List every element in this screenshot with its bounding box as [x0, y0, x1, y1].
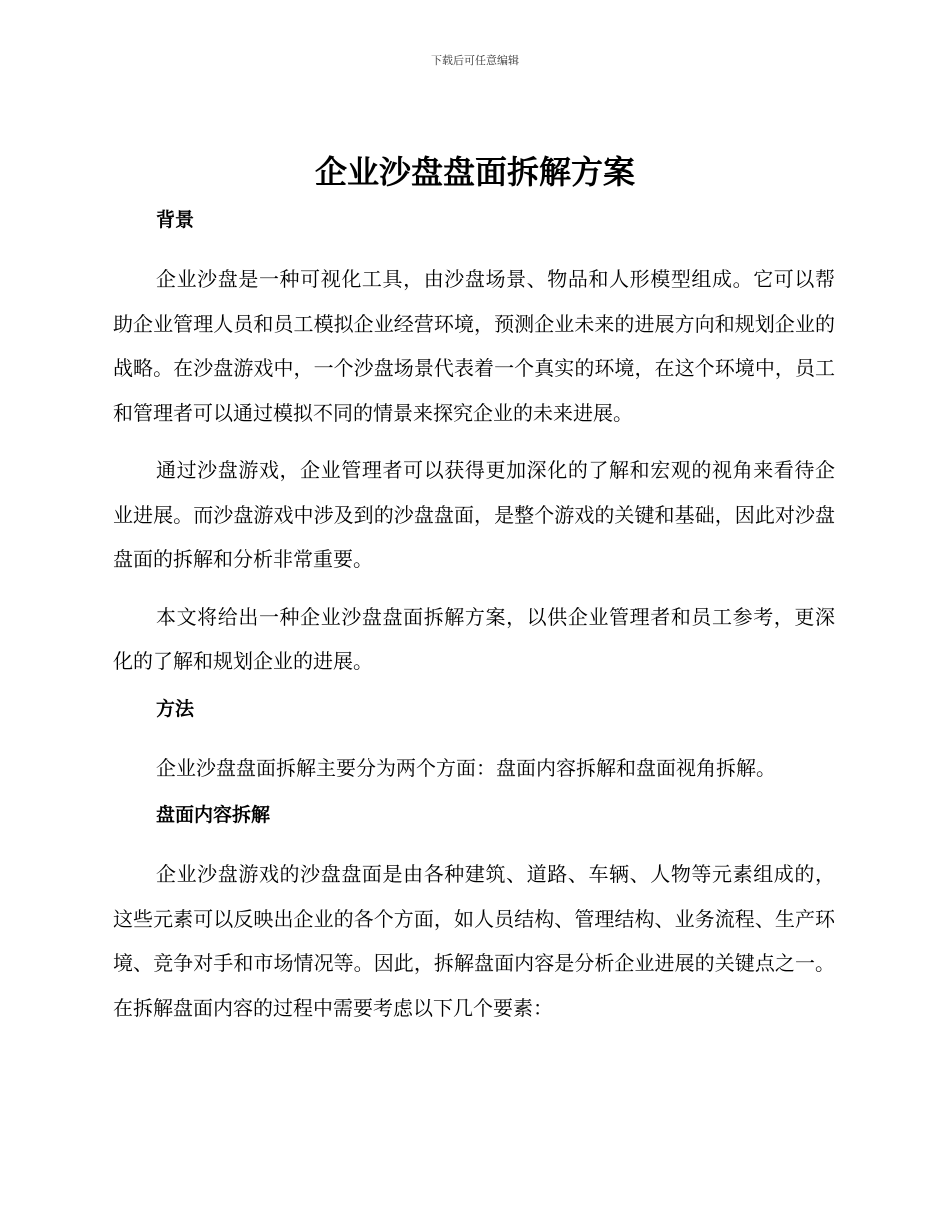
paragraph: 通过沙盘游戏，企业管理者可以获得更加深化的了解和宏观的视角来看待企业进展。而沙盘游戏中涉及到的沙盘盘面，是整个游戏的关键和基础，因此对沙盘盘面的拆解和分析非常重要。	[113, 458, 835, 571]
paragraph: 企业沙盘游戏的沙盘盘面是由各种建筑、道路、车辆、人物等元素组成的，这些元素可以反映出企业的各个方面，如人员结构、管理结构、业务流程、生产环境、竞争对手和市场情况等。因此，拆解盘面内容是分析企业进展的关键点之一。在拆解盘面内容的过程中需要考虑以下几个要素：	[113, 862, 835, 1020]
document-title: 企业沙盘盘面拆解方案	[314, 153, 635, 191]
paragraph: 企业沙盘盘面拆解主要分为两个方面：盘面内容拆解和盘面视角拆解。	[156, 755, 776, 780]
section-heading-method: 方法	[156, 697, 195, 720]
paragraph: 本文将给出一种企业沙盘盘面拆解方案，以供企业管理者和员工参考，更深化的了解和规划企业的进展。	[113, 604, 835, 673]
section-heading-content-breakdown: 盘面内容拆解	[156, 804, 271, 826]
document-body	[113, 205, 835, 1043]
page-header-note: 下载后可任意编辑	[431, 54, 519, 67]
paragraph: 企业沙盘是一种可视化工具，由沙盘场景、物品和人形模型组成。它可以帮助企业管理人员和员工模拟企业经营环境，预测企业未来的进展方向和规划企业的战略。在沙盘游戏中，一个沙盘场景代表着一个真实的环境，在这个环境中，员工和管理者可以通过模拟不同的情景来探究企业的未来进展。	[113, 267, 835, 425]
section-heading-background: 背景	[156, 209, 195, 231]
